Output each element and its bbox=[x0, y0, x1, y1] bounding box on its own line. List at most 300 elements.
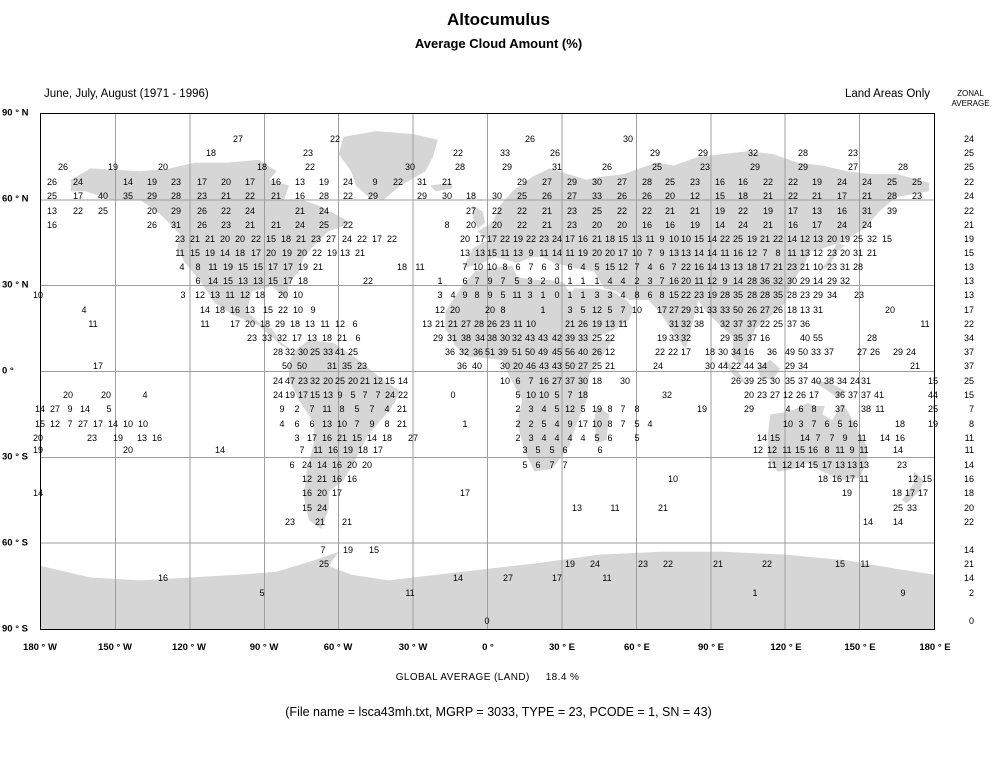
cell-value: 11 bbox=[322, 404, 332, 414]
cell-value: 4 bbox=[647, 262, 653, 272]
cell-value: 14 bbox=[714, 220, 726, 230]
cell-value: 1 bbox=[540, 305, 546, 315]
cell-value: 14 bbox=[693, 248, 705, 258]
cell-value: 20 bbox=[322, 376, 334, 386]
cell-value: 13 bbox=[799, 305, 811, 315]
cell-value: 40 bbox=[799, 333, 811, 343]
cell-value: 6 bbox=[352, 319, 358, 329]
cell-value: 11 bbox=[405, 588, 415, 598]
cell-value: 13 bbox=[306, 333, 318, 343]
cell-value: 22 bbox=[452, 148, 464, 158]
cell-value: 35 bbox=[341, 361, 353, 371]
cell-value: 11 bbox=[920, 319, 930, 329]
cell-value: 10 bbox=[137, 419, 149, 429]
cell-value: 27 bbox=[551, 376, 563, 386]
cell-value: 27 bbox=[541, 177, 553, 187]
cell-value: 31 bbox=[446, 333, 458, 343]
cell-value: 27 bbox=[577, 361, 589, 371]
cell-value: 25 bbox=[911, 177, 923, 187]
cell-value: 5 bbox=[580, 404, 586, 414]
cell-value: 7 bbox=[567, 390, 573, 400]
cell-value: 23 bbox=[174, 234, 186, 244]
cell-value: 30 bbox=[622, 134, 634, 144]
cell-value: 30 bbox=[499, 333, 511, 343]
cell-value: 21 bbox=[441, 177, 453, 187]
zonal-average-value: 24 bbox=[963, 191, 974, 201]
cell-value: 18 bbox=[817, 474, 829, 484]
cell-value: 3 bbox=[554, 262, 560, 272]
cell-value: 3 bbox=[180, 290, 186, 300]
cell-value: 29 bbox=[432, 333, 444, 343]
cell-value: 25 bbox=[318, 220, 330, 230]
longitude-tick-label: 90 ° E bbox=[698, 642, 724, 653]
cell-value: 22 bbox=[342, 220, 354, 230]
cell-value: 18 bbox=[465, 191, 477, 201]
cell-value: 11 bbox=[720, 248, 730, 258]
cell-value: 9 bbox=[659, 248, 665, 258]
zonal-average-value: 7 bbox=[968, 404, 974, 414]
cell-value: 1 bbox=[437, 276, 443, 286]
cell-value: 19 bbox=[284, 390, 296, 400]
cell-value: 26 bbox=[57, 162, 69, 172]
cell-value: 19 bbox=[318, 177, 330, 187]
cell-value: 12 bbox=[746, 248, 758, 258]
cell-value: 19 bbox=[297, 262, 309, 272]
cell-value: 22 bbox=[604, 333, 616, 343]
cell-value: 22 bbox=[362, 276, 374, 286]
cell-value: 4 bbox=[279, 419, 285, 429]
cell-value: 15 bbox=[617, 234, 629, 244]
cell-value: 23 bbox=[826, 248, 838, 258]
cell-value: 20 bbox=[591, 248, 603, 258]
cell-value: 13 bbox=[46, 206, 58, 216]
land-new-zealand bbox=[902, 472, 924, 503]
cell-value: 9 bbox=[372, 177, 378, 187]
cell-value: 12 bbox=[782, 390, 794, 400]
cell-value: 20 bbox=[680, 276, 692, 286]
cell-value: 7 bbox=[320, 545, 326, 555]
cell-value: 24 bbox=[294, 220, 306, 230]
cell-value: 36 bbox=[799, 319, 811, 329]
cell-value: 22 bbox=[667, 347, 679, 357]
cell-value: 7 bbox=[528, 376, 534, 386]
longitude-tick-label: 60 ° W bbox=[323, 642, 353, 653]
cell-value: 22 bbox=[719, 234, 731, 244]
cell-value: 18 bbox=[321, 333, 333, 343]
cell-value: 10 bbox=[812, 262, 824, 272]
cell-value: 22 bbox=[397, 390, 409, 400]
cell-value: 26 bbox=[577, 319, 589, 329]
cell-value: 5 bbox=[554, 390, 560, 400]
cell-value: 16 bbox=[737, 177, 749, 187]
cell-value: 8 bbox=[811, 404, 817, 414]
cell-value: 13 bbox=[321, 419, 333, 429]
cell-value: 14 bbox=[122, 177, 134, 187]
cell-value: 4 bbox=[450, 290, 456, 300]
cell-value: 6 bbox=[515, 262, 521, 272]
zonal-average-value: 14 bbox=[963, 460, 974, 470]
cell-value: 50 bbox=[296, 361, 308, 371]
cell-value: 29 bbox=[719, 333, 731, 343]
cell-value: 6 bbox=[195, 276, 201, 286]
cell-value: 22 bbox=[762, 177, 774, 187]
cell-value: 29 bbox=[826, 276, 838, 286]
land-south-america bbox=[289, 340, 401, 529]
cell-value: 9 bbox=[487, 290, 493, 300]
cell-value: 11 bbox=[860, 559, 870, 569]
cell-value: 33 bbox=[591, 191, 603, 201]
cell-value: 23 bbox=[756, 390, 768, 400]
zonal-average-value: 13 bbox=[963, 290, 974, 300]
cell-value: 23 bbox=[310, 234, 322, 244]
cell-value: 6 bbox=[309, 419, 315, 429]
cell-value: 22 bbox=[662, 559, 674, 569]
cell-value: 11 bbox=[859, 474, 869, 484]
cell-value: 11 bbox=[415, 262, 425, 272]
cell-value: 16 bbox=[327, 445, 339, 455]
cell-value: 21 bbox=[270, 220, 282, 230]
zonal-average-value: 2 bbox=[968, 588, 974, 598]
cell-value: 14 bbox=[706, 262, 718, 272]
zonal-average-value: 18 bbox=[963, 488, 974, 498]
cell-value: 9 bbox=[849, 445, 855, 455]
zonal-average-value: 17 bbox=[963, 305, 974, 315]
cell-value: 4 bbox=[554, 433, 560, 443]
longitude-tick-label: 30 ° W bbox=[398, 642, 428, 653]
cell-value: 8 bbox=[339, 404, 345, 414]
cell-value: 5 bbox=[549, 445, 555, 455]
cell-value: 44 bbox=[717, 361, 729, 371]
cell-value: 31 bbox=[693, 305, 705, 315]
cell-value: 6 bbox=[289, 460, 295, 470]
cell-value: 17 bbox=[282, 262, 294, 272]
cell-value: 33 bbox=[906, 503, 918, 513]
cell-value: 34 bbox=[826, 290, 838, 300]
cell-value: 14 bbox=[219, 248, 231, 258]
cell-value: 8 bbox=[634, 404, 640, 414]
cell-value: 18 bbox=[254, 290, 266, 300]
cell-value: 21 bbox=[220, 191, 232, 201]
global-average-value: 18.4 % bbox=[545, 672, 580, 683]
cell-value: 35 bbox=[732, 290, 744, 300]
land-north-america bbox=[71, 160, 354, 352]
cell-value: 40 bbox=[810, 376, 822, 386]
cell-value: 3 bbox=[294, 433, 300, 443]
cell-value: 7 bbox=[811, 419, 817, 429]
cell-value: 3 bbox=[527, 276, 533, 286]
cell-value: 26 bbox=[524, 134, 536, 144]
cell-value: 4 bbox=[384, 404, 390, 414]
cell-value: 24 bbox=[589, 559, 601, 569]
cell-value: 13 bbox=[237, 276, 249, 286]
cell-value: 23 bbox=[896, 460, 908, 470]
cell-value: 37 bbox=[746, 319, 758, 329]
latitude-tick-label: 90 ° S bbox=[2, 623, 28, 635]
cell-value: 21 bbox=[604, 361, 616, 371]
cell-value: 30 bbox=[577, 376, 589, 386]
cell-value: 20 bbox=[62, 390, 74, 400]
cell-value: 11 bbox=[175, 248, 185, 258]
cell-value: 26 bbox=[46, 177, 58, 187]
cell-value: 22 bbox=[342, 191, 354, 201]
cell-value: 14 bbox=[32, 488, 44, 498]
cell-value: 14 bbox=[551, 248, 563, 258]
cell-value: 12 bbox=[781, 460, 793, 470]
cell-value: 24 bbox=[301, 460, 313, 470]
cell-value: 23 bbox=[246, 333, 258, 343]
cell-value: 6 bbox=[659, 262, 665, 272]
zonal-average-value: 22 bbox=[963, 206, 974, 216]
cell-value: 6 bbox=[294, 419, 300, 429]
cell-value: 14 bbox=[79, 404, 91, 414]
cell-value: 21 bbox=[909, 361, 921, 371]
cell-value: 3 bbox=[528, 433, 534, 443]
cell-value: 17 bbox=[904, 488, 916, 498]
cell-value: 26 bbox=[541, 191, 553, 201]
cell-value: 12 bbox=[334, 319, 346, 329]
cell-value: 6 bbox=[824, 419, 830, 429]
cell-value: 0 bbox=[554, 290, 560, 300]
cell-value: 20 bbox=[512, 361, 524, 371]
cell-value: 16 bbox=[301, 488, 313, 498]
cell-value: 22 bbox=[787, 191, 799, 201]
cell-value: 40 bbox=[577, 347, 589, 357]
cell-value: 32 bbox=[661, 390, 673, 400]
cell-value: 28 bbox=[866, 333, 878, 343]
cell-value: 7 bbox=[620, 419, 626, 429]
cell-value: 2 bbox=[294, 404, 300, 414]
cell-value: 28 bbox=[897, 162, 909, 172]
cell-value: 19 bbox=[591, 319, 603, 329]
cell-value: 25 bbox=[516, 191, 528, 201]
cell-value: 21 bbox=[861, 191, 873, 201]
cell-value: 17 bbox=[759, 262, 771, 272]
cell-value: 19 bbox=[714, 206, 726, 216]
cell-value: 21 bbox=[762, 220, 774, 230]
cell-value: 30 bbox=[769, 376, 781, 386]
land-madagascar bbox=[591, 404, 609, 443]
cell-value: 10 bbox=[631, 305, 643, 315]
cell-value: 7 bbox=[354, 419, 360, 429]
cell-value: 23 bbox=[799, 290, 811, 300]
cell-value: 31 bbox=[861, 206, 873, 216]
cell-value: 49 bbox=[537, 347, 549, 357]
cell-value: 23 bbox=[826, 262, 838, 272]
cell-value: 11 bbox=[694, 276, 704, 286]
cell-value: 9 bbox=[337, 390, 343, 400]
cell-value: 37 bbox=[834, 404, 846, 414]
cell-value: 16 bbox=[294, 191, 306, 201]
cell-value: 5 bbox=[554, 404, 560, 414]
cell-value: 27 bbox=[856, 347, 868, 357]
cell-value: 20 bbox=[743, 390, 755, 400]
cell-value: 29 bbox=[649, 148, 661, 158]
latitude-tick-label: 60 ° S bbox=[2, 537, 28, 549]
cell-value: 15 bbox=[927, 376, 939, 386]
cell-value: 24 bbox=[341, 234, 353, 244]
cell-value: 12 bbox=[907, 474, 919, 484]
cell-value: 17 bbox=[72, 191, 84, 201]
cell-value: 8 bbox=[502, 262, 508, 272]
cell-value: 39 bbox=[743, 376, 755, 386]
cell-value: 32 bbox=[276, 333, 288, 343]
cell-value: 5 bbox=[522, 460, 528, 470]
cell-value: 18 bbox=[297, 276, 309, 286]
cell-value: 7 bbox=[634, 262, 640, 272]
cell-value: 17 bbox=[229, 319, 241, 329]
cell-value: 17 bbox=[811, 220, 823, 230]
cell-value: 5 bbox=[500, 290, 506, 300]
zonal-average-value: 15 bbox=[963, 248, 974, 258]
cell-value: 28 bbox=[473, 319, 485, 329]
cell-value: 16 bbox=[894, 433, 906, 443]
cell-value: 6 bbox=[462, 276, 468, 286]
cell-value: 4 bbox=[567, 433, 573, 443]
cell-value: 2 bbox=[515, 419, 521, 429]
cell-value: 12 bbox=[799, 234, 811, 244]
cell-value: 22 bbox=[680, 290, 692, 300]
cell-value: 36 bbox=[444, 347, 456, 357]
cell-value: 19 bbox=[591, 404, 603, 414]
cell-value: 8 bbox=[474, 290, 480, 300]
cell-value: 50 bbox=[281, 361, 293, 371]
cell-value: 35 bbox=[122, 191, 134, 201]
cell-value: 15 bbox=[921, 474, 933, 484]
cell-value: 31 bbox=[326, 361, 338, 371]
cell-value: 46 bbox=[525, 361, 537, 371]
cell-value: 27 bbox=[759, 305, 771, 315]
cell-value: 6 bbox=[535, 460, 541, 470]
latitude-tick-label: 0 ° bbox=[2, 365, 14, 377]
cell-value: 22 bbox=[787, 177, 799, 187]
cell-value: 12 bbox=[812, 248, 824, 258]
cell-value: 21 bbox=[657, 503, 669, 513]
cell-value: 18 bbox=[746, 262, 758, 272]
cell-value: 22 bbox=[277, 305, 289, 315]
cell-value: 7 bbox=[829, 433, 835, 443]
cell-value: 20 bbox=[122, 445, 134, 455]
cell-value: 21 bbox=[336, 333, 348, 343]
cell-value: 21 bbox=[294, 206, 306, 216]
cell-value: 21 bbox=[689, 206, 701, 216]
cell-value: 20 bbox=[316, 488, 328, 498]
cell-value: 19 bbox=[762, 206, 774, 216]
cell-value: 50 bbox=[524, 347, 536, 357]
land-sumatra bbox=[723, 360, 748, 386]
cell-value: 13 bbox=[732, 262, 744, 272]
cell-value: 10 bbox=[591, 419, 603, 429]
cell-value: 13 bbox=[294, 177, 306, 187]
cell-value: 26 bbox=[601, 162, 613, 172]
cell-value: 21 bbox=[244, 220, 256, 230]
cell-value: 10 bbox=[631, 248, 643, 258]
cell-value: 20 bbox=[234, 234, 246, 244]
cell-value: 41 bbox=[334, 347, 346, 357]
cell-value: 17 bbox=[371, 234, 383, 244]
zonal-average-value: 34 bbox=[963, 333, 974, 343]
cell-value: 12 bbox=[372, 376, 384, 386]
cell-value: 11 bbox=[602, 573, 612, 583]
cell-value: 13 bbox=[304, 319, 316, 329]
cell-value: 25 bbox=[651, 162, 663, 172]
cell-value: 14 bbox=[732, 276, 744, 286]
cell-value: 13 bbox=[811, 206, 823, 216]
cell-value: 26 bbox=[641, 191, 653, 201]
cell-value: 7 bbox=[462, 262, 468, 272]
cell-value: 13 bbox=[209, 290, 221, 300]
cell-value: 44 bbox=[743, 361, 755, 371]
cell-value: 5 bbox=[634, 433, 640, 443]
cell-value: 14 bbox=[107, 419, 119, 429]
latitude-tick-label: 30 ° S bbox=[2, 451, 28, 463]
cell-value: 50 bbox=[732, 305, 744, 315]
cell-value: 18 bbox=[381, 433, 393, 443]
cell-value: 36 bbox=[456, 361, 468, 371]
cell-value: 26 bbox=[795, 390, 807, 400]
cell-value: 25 bbox=[756, 376, 768, 386]
cell-value: 9 bbox=[462, 290, 468, 300]
cell-value: 24 bbox=[652, 361, 664, 371]
cell-value: 30 bbox=[619, 376, 631, 386]
cell-value: 2 bbox=[515, 433, 521, 443]
cell-value: 7 bbox=[299, 445, 305, 455]
cell-value: 31 bbox=[170, 220, 182, 230]
cell-value: 18 bbox=[214, 305, 226, 315]
cell-value: 34 bbox=[730, 347, 742, 357]
cell-value: 3 bbox=[647, 276, 653, 286]
cell-value: 14 bbox=[786, 234, 798, 244]
cell-value: 21 bbox=[204, 234, 216, 244]
cell-value: 23 bbox=[699, 162, 711, 172]
cell-value: 32 bbox=[680, 333, 692, 343]
cell-value: 22 bbox=[244, 191, 256, 201]
cell-value: 26 bbox=[146, 220, 158, 230]
cell-value: 17 bbox=[250, 248, 262, 258]
cell-value: 5 bbox=[607, 305, 613, 315]
cell-value: 19 bbox=[577, 248, 589, 258]
cell-value: 15 bbox=[267, 276, 279, 286]
cell-value: 29 bbox=[680, 305, 692, 315]
cell-value: 21 bbox=[312, 262, 324, 272]
cell-value: 6 bbox=[562, 445, 568, 455]
cell-value: 56 bbox=[564, 347, 576, 357]
cell-value: 25 bbox=[892, 503, 904, 513]
cell-value: 27 bbox=[465, 206, 477, 216]
cell-value: 18 bbox=[259, 319, 271, 329]
cell-value: 19 bbox=[32, 445, 44, 455]
cell-value: 27 bbox=[502, 573, 514, 583]
cell-value: 21 bbox=[811, 191, 823, 201]
cell-value: 38 bbox=[693, 319, 705, 329]
cell-value: 22 bbox=[311, 248, 323, 258]
cell-value: 20 bbox=[361, 460, 373, 470]
cell-value: 13 bbox=[858, 460, 870, 470]
cell-value: 27 bbox=[566, 191, 578, 201]
cell-value: 17 bbox=[92, 361, 104, 371]
cell-value: 18 bbox=[396, 262, 408, 272]
cell-value: 20 bbox=[465, 220, 477, 230]
cell-value: 33 bbox=[322, 347, 334, 357]
cell-value: 17 bbox=[196, 177, 208, 187]
cell-value: 24 bbox=[905, 347, 917, 357]
cell-value: 15 bbox=[222, 276, 234, 286]
land-british-isles bbox=[473, 206, 485, 229]
cell-value: 27 bbox=[668, 305, 680, 315]
cell-value: 10 bbox=[486, 262, 498, 272]
cell-value: 20 bbox=[604, 248, 616, 258]
cell-value: 31 bbox=[860, 376, 872, 386]
cell-value: 5 bbox=[634, 419, 640, 429]
